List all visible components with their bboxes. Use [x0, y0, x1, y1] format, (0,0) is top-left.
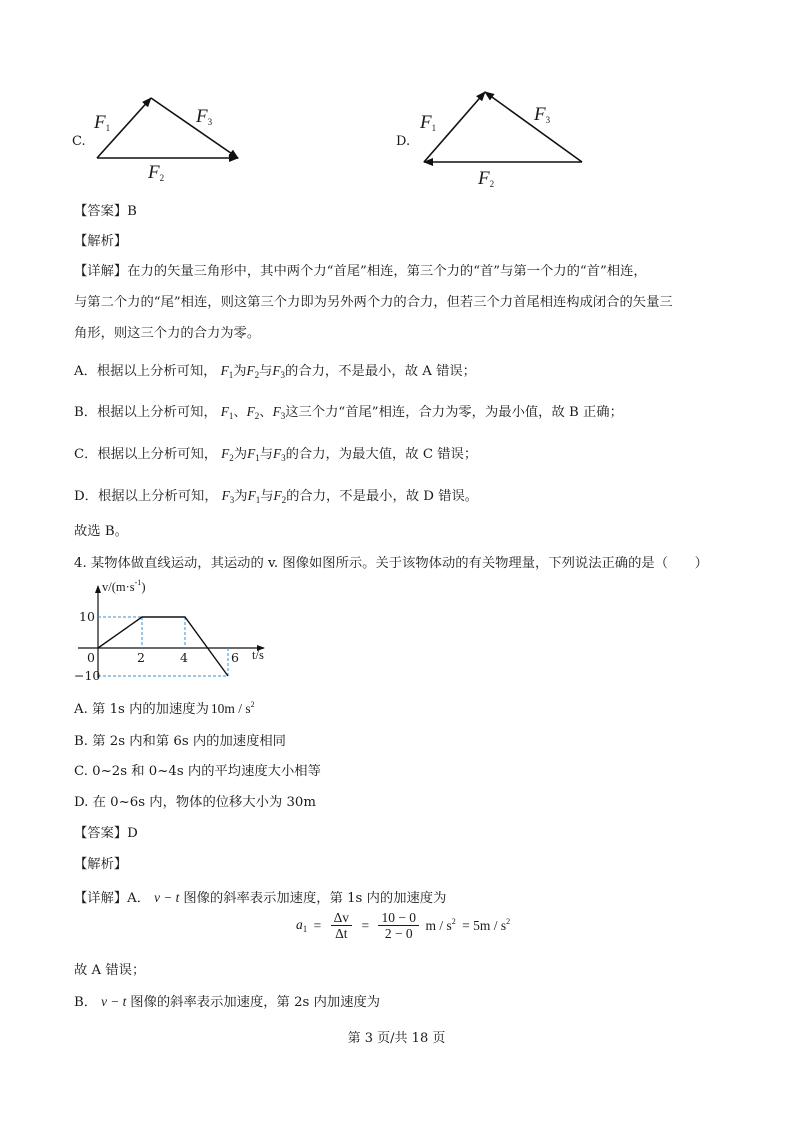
vt-graph — [74, 576, 284, 686]
y-tick-neg10: −10 — [74, 668, 101, 683]
q3-detail-line-2: 与第二个力的“尾”相连，则这第三个力即为另外两个力的合力，但若三个力首尾相连构成闭合的矢量三 — [74, 295, 673, 310]
x-tick-0: 0 — [87, 650, 95, 665]
figure-option-d — [394, 84, 594, 192]
x-axis-label: t/s — [252, 648, 264, 662]
q3-option-c-analysis: C．根据以上分析可知， $F_2$为$F_1$与$F_3$的合力，为最大值，故 C 错误； — [74, 446, 478, 463]
q4-answer: 【答案】D — [74, 826, 138, 841]
q4-option-a: A. 第 1s 内的加速度为 $10m / s^2$ — [74, 700, 255, 717]
f3-label: $F_3$ — [196, 106, 213, 127]
acceleration-equation: $a_1$ = $\frac{\Delta v}{\Delta t}$ = $\frac{10 - 0}{2 - 0}$ $m / s^2 = 5m / s^2$ — [296, 910, 511, 941]
x-tick-4: 4 — [180, 650, 188, 665]
figure-c-label: C. — [72, 134, 86, 149]
q3-option-a-analysis: A．根据以上分析可知， $F_1$为$F_2$与$F_3$的合力，不是最小，故 A 错误； — [74, 363, 476, 380]
page-footer: 第 3 页/共 18 页 — [347, 1031, 446, 1046]
q3-option-b-analysis: B．根据以上分析可知， $F_1$、$F_2$、$F_3$这三个力“首尾”相连，合力为零，为最小值，故 B 正确； — [74, 404, 623, 421]
x-tick-2: 2 — [137, 650, 145, 665]
f1-label: $F_1$ — [420, 112, 437, 133]
f3-vector — [485, 92, 582, 162]
q3-choose: 故选 B。 — [74, 524, 128, 539]
f3-vector — [151, 98, 238, 158]
x-tick-6: 6 — [231, 650, 239, 665]
eq-lhs: $a_1$ — [296, 917, 308, 934]
q4-detail-b: B． v − t 图像的斜率表示加速度，第 2s 内加速度为 — [74, 994, 381, 1010]
q4-stem: 4. 某物体做直线运动，其运动的 v. 图像如图所示。关于该物体动的有关物理量，下列说法正确的是（ ） — [74, 556, 708, 571]
q3-option-d-analysis: D．根据以上分析可知， $F_3$为$F_1$与$F_2$的合力，不是最小，故 D 错误。 — [74, 488, 479, 505]
f2-label: $F_2$ — [148, 162, 165, 183]
eq-fraction-values: $\frac{10 - 0}{2 - 0}$ — [378, 910, 419, 941]
q4-conclusion-a: 故 A 错误； — [74, 963, 146, 978]
eq-fraction-delta: $\frac{\Delta v}{\Delta t}$ — [331, 910, 352, 941]
q4-analysis-heading: 【解析】 — [74, 857, 128, 872]
y-tick-10: 10 — [79, 609, 95, 624]
f1-label: $F_1$ — [94, 112, 111, 133]
q4-option-d: D. 在 0~6s 内，物体的位移大小为 30m — [74, 795, 316, 810]
triangle-c-svg — [70, 88, 260, 188]
q4-option-c: C. 0~2s 和 0~4s 内的平均速度大小相等 — [74, 764, 321, 779]
q3-detail-line-3: 角形，则这三个力的合力为零。 — [74, 326, 261, 341]
f3-label: $F_3$ — [534, 104, 551, 125]
q3-analysis-heading: 【解析】 — [74, 234, 128, 249]
q4-option-b: B. 第 2s 内和第 6s 内的加速度相同 — [74, 734, 286, 749]
q4-detail-a: 【详解】A． v − t 图像的斜率表示加速度，第 1s 内的加速度为 — [74, 890, 447, 906]
vt-curve — [98, 617, 228, 676]
q3-answer: 【答案】B — [74, 204, 137, 219]
figure-option-c — [70, 88, 260, 188]
f2-label: $F_2$ — [478, 168, 495, 189]
figure-d-label: D. — [396, 134, 411, 149]
q3-detail-line-1: 【详解】在力的矢量三角形中，其中两个力“首尾”相连，第三个力的“首”与第一个力的“首”相连， — [74, 264, 647, 279]
y-axis-label: $v/(m\cdot s^{-1})$ — [102, 578, 146, 594]
